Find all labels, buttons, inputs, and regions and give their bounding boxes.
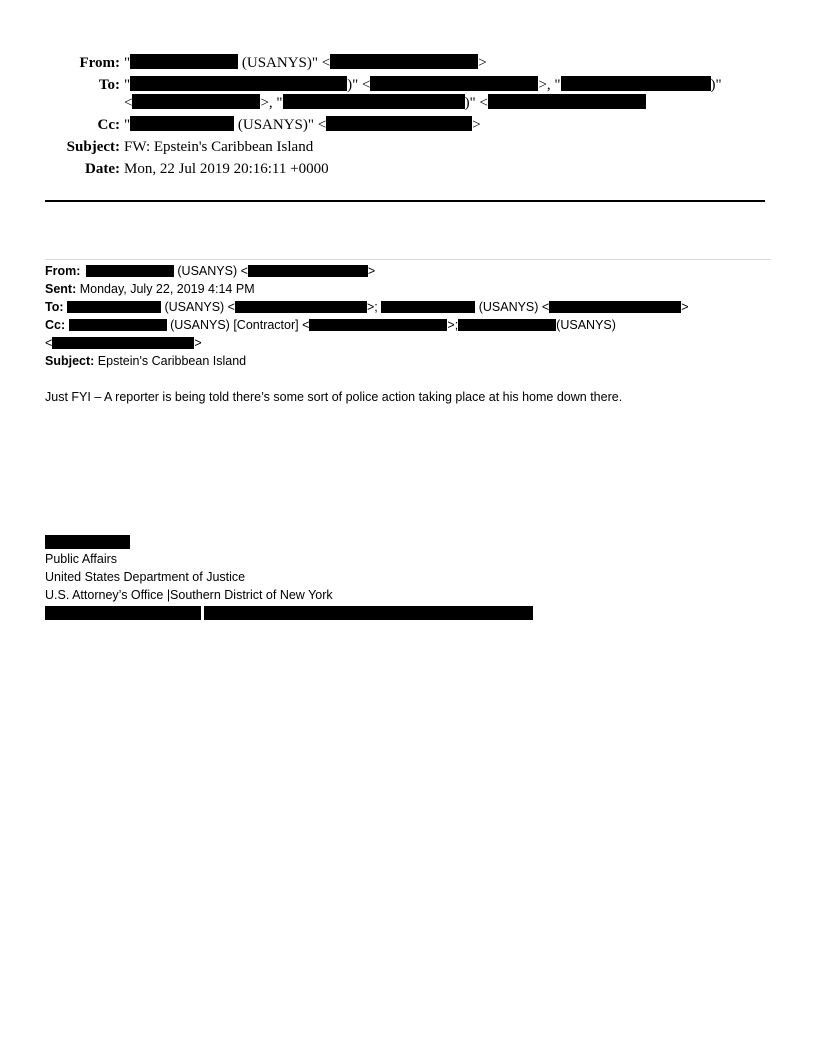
to-value-line1: " )" < >, " )" (124, 77, 722, 93)
signature-name-redaction (45, 535, 130, 549)
redaction-box (67, 301, 161, 313)
subject-label: Subject: (66, 139, 120, 155)
redaction-box (248, 265, 368, 277)
redaction-box (488, 94, 646, 109)
fw-sent: Sent: Monday, July 22, 2019 4:14 PM (45, 282, 255, 296)
redaction-box (130, 76, 347, 91)
redaction-box (130, 116, 234, 131)
from-label: From: (79, 55, 120, 71)
subject-value: FW: Epstein's Caribbean Island (124, 139, 314, 155)
message-body: Just FYI – A reporter is being told there’s some sort of police action taking place at his home down there. (45, 390, 623, 404)
redaction-box (86, 265, 174, 277)
redaction-box (326, 116, 472, 131)
redaction-box (458, 319, 556, 331)
to-label: To: (98, 77, 120, 93)
signature-department: United States Department of Justice (45, 570, 246, 584)
redaction-box (52, 337, 194, 349)
cc-value: " (USANYS)" < > (124, 117, 481, 133)
fw-to: To: (USANYS) < >; (USANYS) < > (45, 300, 689, 314)
fw-cc-line2: < > (45, 336, 202, 350)
fw-subject: Subject: Epstein's Caribbean Island (45, 354, 247, 368)
redaction-box (130, 54, 238, 69)
from-value: " (USANYS)" < > (124, 55, 487, 71)
redaction-box (69, 319, 167, 331)
forward-divider (45, 259, 771, 260)
header-divider (45, 200, 765, 202)
redaction-box (561, 76, 711, 91)
redaction-box (370, 76, 538, 91)
redaction-box (235, 301, 367, 313)
date-value: Mon, 22 Jul 2019 20:16:11 +0000 (124, 161, 329, 177)
redaction-box (549, 301, 681, 313)
redaction-box (132, 94, 260, 109)
fw-from: From: (USANYS) < > (45, 264, 376, 278)
redaction-box (381, 301, 475, 313)
cc-label: Cc: (97, 117, 120, 133)
date-label: Date: (85, 161, 120, 177)
signature-contact-redaction (45, 606, 201, 620)
signature-office: U.S. Attorney’s Office |Southern District of New York (45, 588, 333, 602)
redaction-box (309, 319, 447, 331)
signature-title: Public Affairs (45, 552, 118, 566)
fw-cc: Cc: (USANYS) [Contractor] < >; (USANYS) (45, 318, 616, 332)
to-value-line2: < >, " )" < (124, 92, 646, 114)
signature-contact-redaction (204, 606, 533, 620)
redaction-box (283, 94, 465, 109)
redaction-box (330, 54, 478, 69)
